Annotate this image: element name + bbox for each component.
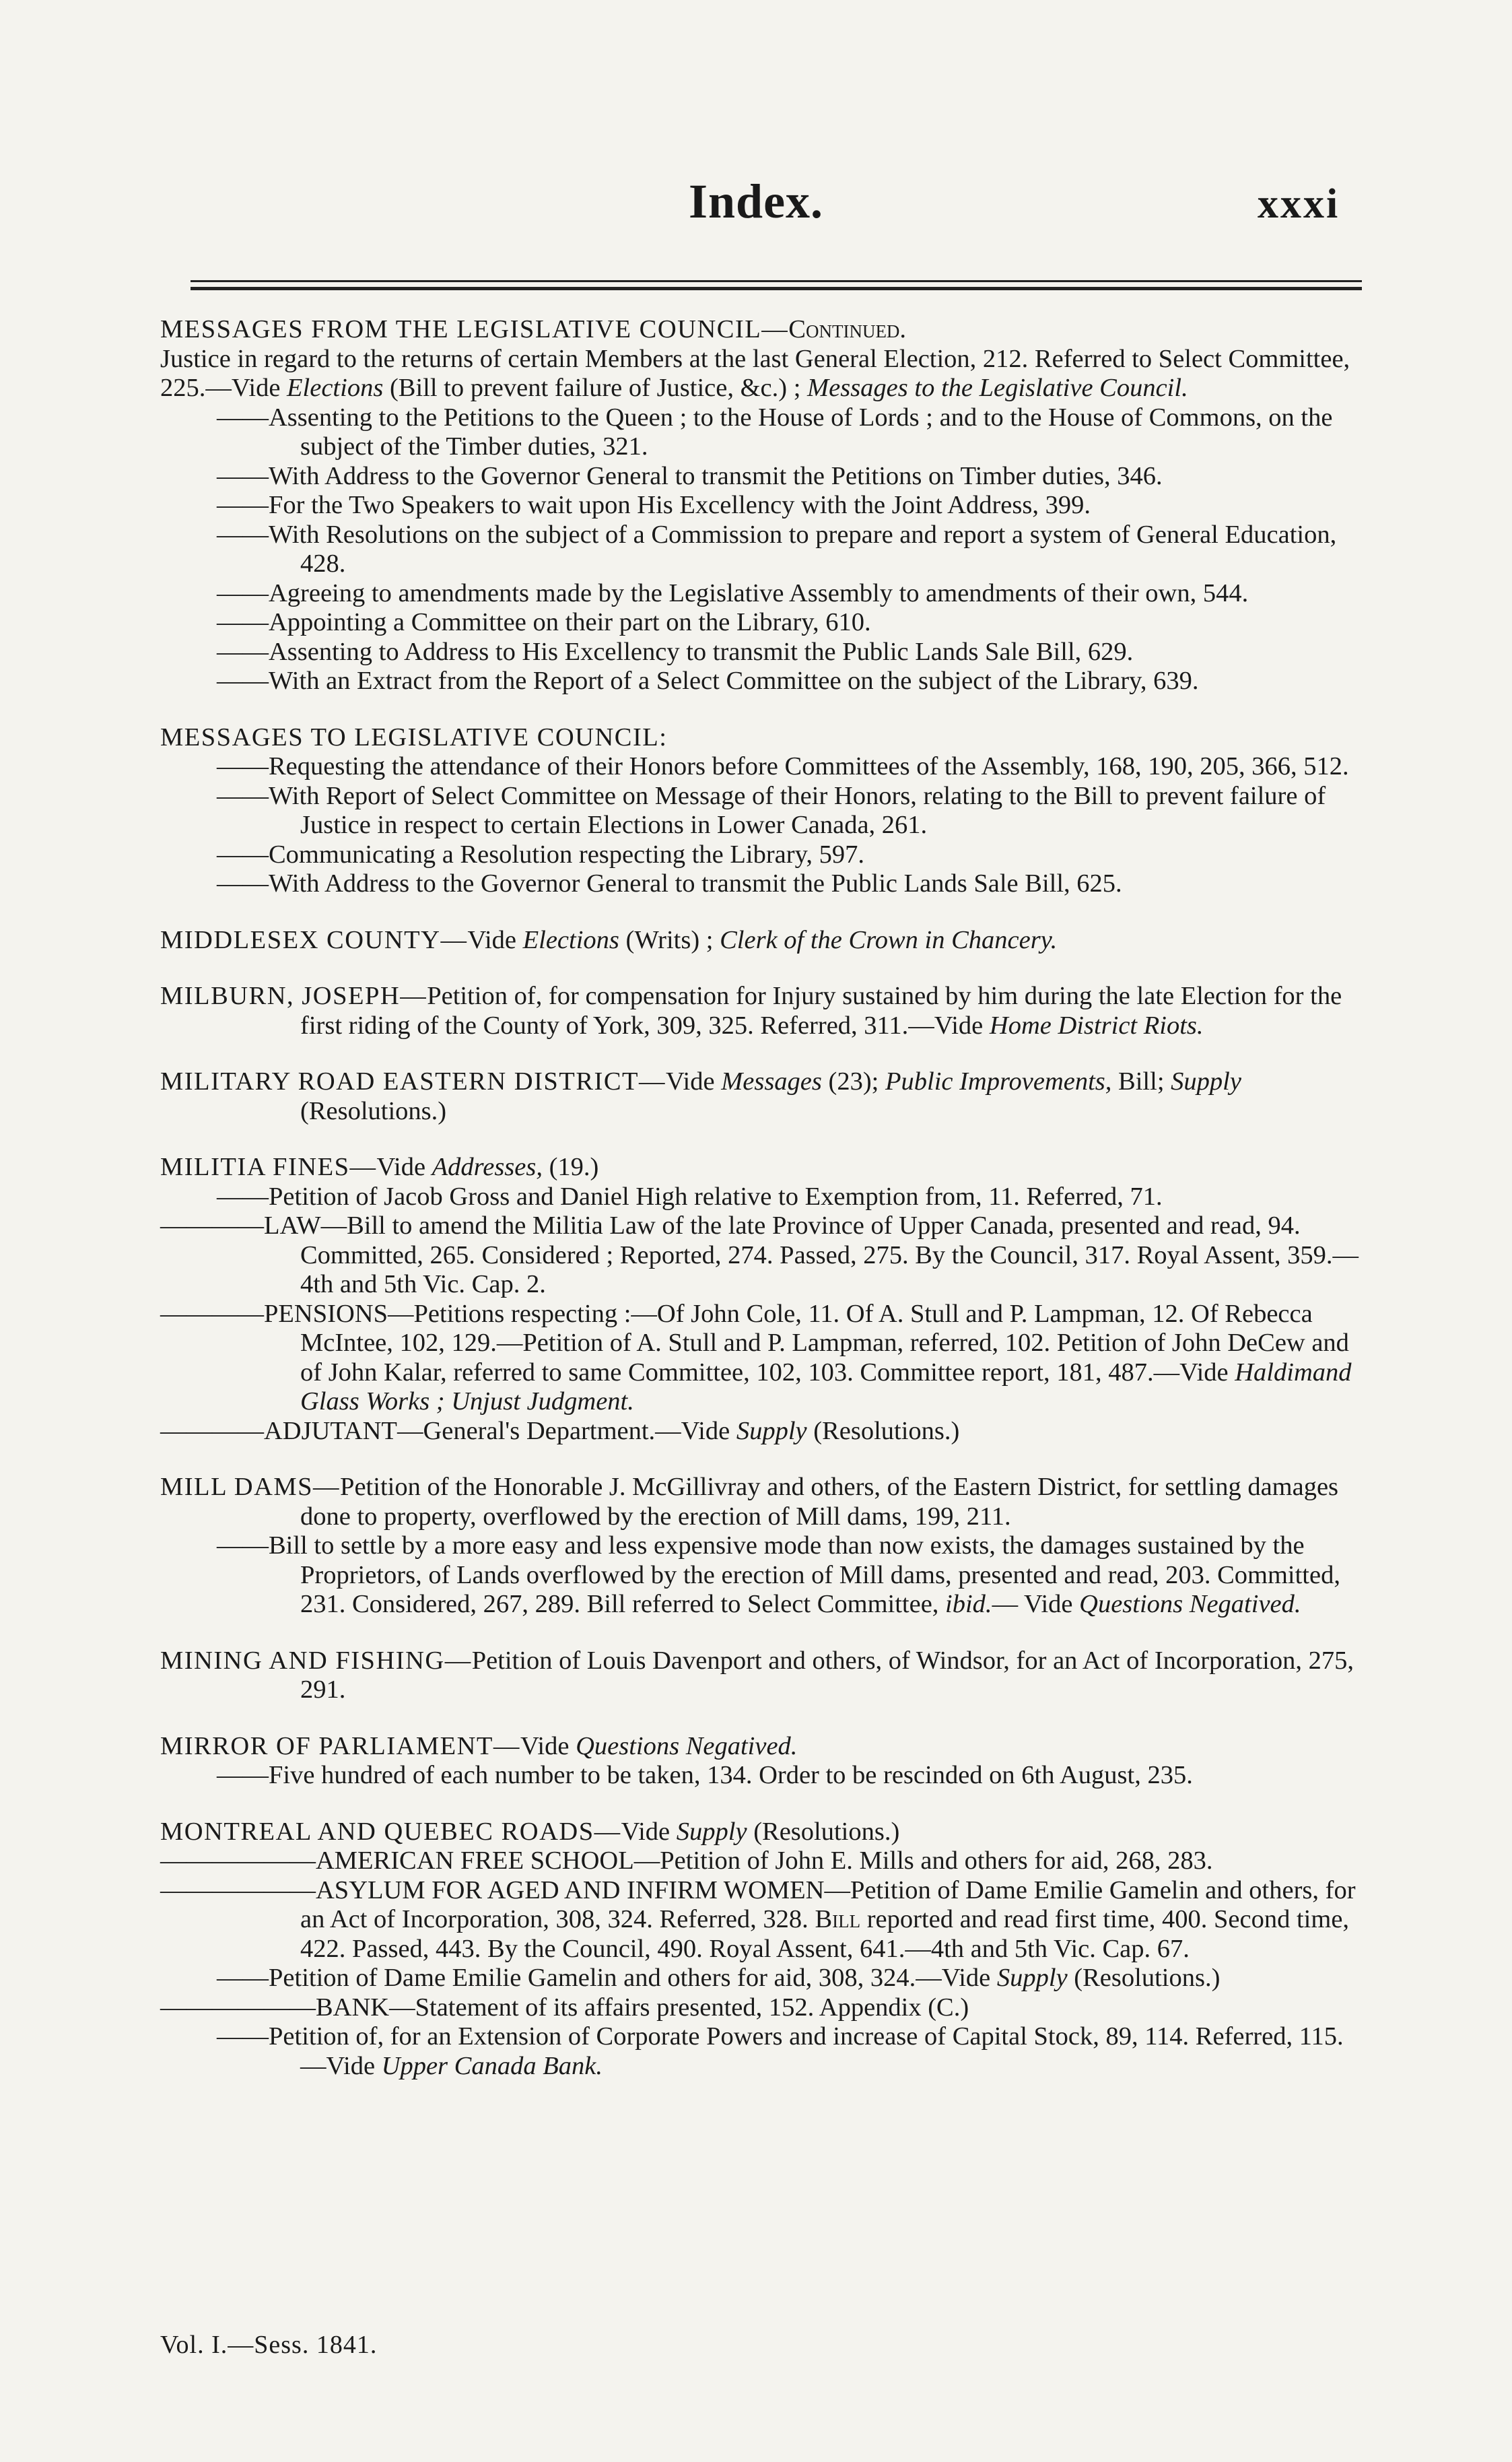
entry-text: — Vide: [992, 1590, 1080, 1618]
entry-heading: MESSAGES TO LEGISLATIVE COUNCIL:: [160, 723, 668, 752]
entry-text: ——————BANK—Statement of its affairs presented, 152. Appendix (C.): [160, 1993, 969, 2022]
entry-heading: MONTREAL AND QUEBEC ROADS—: [160, 1817, 621, 1846]
entry-subline: [160, 1211, 1365, 1300]
entry-subline: [160, 869, 1365, 899]
entry-heading-line: [160, 1153, 1365, 1183]
entry-text: Vide: [621, 1817, 677, 1846]
entry-text: ——With an Extract from the Report of a Select Committee on the subject of the Library, 639.: [217, 667, 1199, 695]
entry-text: ——Assenting to Address to His Excellency to transmit the Public Lands Sale Bill, 629.: [217, 637, 1134, 666]
entry-heading: MILITIA FINES—: [160, 1153, 377, 1181]
page-title: Index.: [688, 174, 824, 228]
entry-text: Supply: [736, 1416, 807, 1445]
entry-heading-line: [160, 723, 1365, 753]
entry-text: ——————AMERICAN FREE SCHOOL—Petition of John E. Mills and others for aid, 268, 283.: [160, 1847, 1213, 1875]
index-entry: [160, 1153, 1365, 1446]
entry-text: Continued.: [788, 315, 907, 343]
entry-subline: [160, 1300, 1365, 1417]
entry-text: (Resolutions.): [300, 1096, 447, 1125]
page-number: xxxi: [1258, 181, 1340, 227]
entry-heading: MIRROR OF PARLIAMENT—: [160, 1731, 520, 1760]
header-rule-thin: [191, 280, 1362, 282]
entry-subline: [160, 1761, 1365, 1791]
entry-text: Upper Canada Bank.: [381, 2051, 603, 2080]
index-entry: [160, 1818, 1365, 2082]
entry-heading: MINING AND FISHING—: [160, 1646, 472, 1675]
entry-text: ——Communicating a Resolution respecting the Library, 597.: [217, 840, 864, 869]
entry-subline: [160, 1183, 1365, 1212]
entry-text: Questions Negatived.: [576, 1731, 798, 1760]
entry-heading-line: [160, 1473, 1365, 1531]
entry-subline: [160, 1847, 1365, 1876]
index-entry: [160, 1646, 1365, 1705]
entry-heading: MESSAGES FROM THE LEGISLATIVE COUNCIL—: [160, 315, 789, 343]
entry-subline: [160, 462, 1365, 492]
index-body: [160, 315, 1365, 2108]
entry-text: Justice in regard to the returns of certain Members at the last General Election, 212. Referred to Select Committee, 225.—Vide: [160, 344, 1350, 402]
entry-text: ——With Address to the Governor General to transmit the Public Lands Sale Bill, 625.: [217, 869, 1122, 898]
entry-heading-line: [160, 1646, 1365, 1705]
entry-subline: [160, 1993, 1365, 2023]
entry-text: Vide: [666, 1067, 722, 1096]
entry-heading-line: [160, 982, 1365, 1040]
index-entry: [160, 1732, 1365, 1791]
entry-subline: [160, 1531, 1365, 1620]
entry-heading: MILBURN, JOSEPH—: [160, 982, 427, 1010]
entry-text: (Resolutions.): [806, 1416, 960, 1445]
entry-text: ——Petition of Jacob Gross and Daniel High relative to Exemption from, 11. Referred, 71.: [217, 1182, 1163, 1211]
entry-text: Messages to the Legislative Council.: [807, 374, 1188, 402]
entry-subline: [160, 521, 1365, 579]
entry-text: Elections: [287, 374, 384, 402]
entry-text: Addresses,: [432, 1153, 543, 1181]
entry-text: (Writs) ;: [619, 925, 720, 954]
entry-heading-line: [160, 315, 1365, 345]
entry-subline: [160, 667, 1365, 696]
entry-subline: [160, 638, 1365, 667]
entry-text: ——With Address to the Governor General to transmit the Petitions on Timber duties, 346.: [217, 461, 1163, 490]
entry-text: Petition of, for compensation for Injury sustained by him during the late Election for the first riding of the County of York, 309, 325. Referred, 311.—Vide: [300, 982, 1342, 1040]
entry-text: ibid.: [945, 1590, 992, 1618]
entry-text: Petition of the Honorable J. McGillivray and others, of the Eastern District, for settling damages done to property, overflowed by the erection of Mill dams, 199, 211.: [300, 1473, 1339, 1531]
entry-text: ——————ASYLUM FOR AGED AND INFIRM WOMEN—Petition of Dame Emilie Gamelin and others, for an Act of Incorporation, 308, 324. Referred, 328.: [160, 1875, 1356, 1933]
entry-text: Bill;: [1111, 1067, 1171, 1096]
volume-footer: Vol. I.—Sess. 1841.: [160, 2331, 378, 2359]
entry-heading-line: [160, 1732, 1365, 1762]
entry-text: (19.): [542, 1153, 599, 1181]
entry-text: ——Bill to settle by a more easy and less expensive mode than now exists, the damages sustained by the Proprietors, of Lands overflowed by the erection of Mill dams, presented and read, 203. Committed, 231. Considered, 267, 289. Bill referred to Select Committee,: [217, 1531, 1340, 1618]
entry-text: Supply: [1171, 1067, 1241, 1096]
entry-text: ——Petition of, for an Extension of Corporate Powers and increase of Capital Stock, 89, 114. Referred, 115.—Vide: [217, 2022, 1344, 2080]
entry-text: Haldimand Glass Works ; Unjust Judgment.: [300, 1358, 1352, 1416]
entry-text: Home District Riots.: [989, 1011, 1204, 1040]
entry-text: Vide: [520, 1731, 576, 1760]
entry-text: Clerk of the Crown in Chancery.: [720, 925, 1058, 954]
entry-text: Vide: [467, 925, 523, 954]
entry-heading: MILL DAMS—: [160, 1473, 341, 1501]
entry-text: ——Agreeing to amendments made by the Legislative Assembly to amendments of their own, 544.: [217, 578, 1249, 607]
entry-text: Bill: [815, 1905, 861, 1933]
entry-text: ——With Resolutions on the subject of a Commission to prepare and report a system of General Education, 428.: [217, 520, 1337, 578]
entry-text: ——Assenting to the Petitions to the Queen ; to the House of Lords ; and to the House of Commons, on the subject of the Timber duties, 321.: [217, 403, 1333, 461]
index-entry: [160, 315, 1365, 696]
entry-text: ——For the Two Speakers to wait upon His Excellency with the Joint Address, 399.: [217, 491, 1091, 519]
entry-text: (23);: [821, 1067, 885, 1096]
entry-subline: [160, 1964, 1365, 1993]
entry-text: Public Improvements,: [885, 1067, 1112, 1096]
entry-text: Messages: [721, 1067, 822, 1096]
entry-subline: [160, 782, 1365, 840]
entry-subline: [160, 2022, 1365, 2081]
entry-subline: [160, 1876, 1365, 1964]
entry-text: (Resolutions.): [1067, 1964, 1221, 1992]
header-rule-thick: [191, 287, 1362, 290]
entry-text: reported and read first time, 400. Second time, 422. Passed, 443. By the Council, 490. Royal Assent, 641.—4th and 5th Vic. Cap. 67.: [300, 1905, 1350, 1963]
entry-heading-line: [160, 1067, 1365, 1126]
entry-heading-line: [160, 1818, 1365, 1847]
entry-text: ————ADJUTANT—General's Department.—Vide: [160, 1416, 736, 1445]
entry-subline: [160, 345, 1365, 403]
entry-text: ——With Report of Select Committee on Message of their Honors, relating to the Bill to prevent failure of Justice in respect to certain Elections in Lower Canada, 261.: [217, 781, 1326, 839]
entry-subline: [160, 1417, 1365, 1446]
entry-text: Questions Negatived.: [1079, 1590, 1301, 1618]
entry-text: ——Petition of Dame Emilie Gamelin and others for aid, 308, 324.—Vide: [217, 1964, 997, 1992]
entry-subline: [160, 840, 1365, 870]
entry-text: ——Appointing a Committee on their part on the Library, 610.: [217, 608, 871, 636]
index-entry: [160, 1473, 1365, 1620]
entry-subline: [160, 403, 1365, 462]
entry-text: ——Five hundred of each number to be taken, 134. Order to be rescinded on 6th August, 235.: [217, 1761, 1193, 1789]
entry-subline: [160, 752, 1365, 782]
entry-text: (Bill to prevent failure of Justice, &c.) ;: [383, 374, 808, 402]
entry-text: Elections: [522, 925, 619, 954]
entry-text: ————LAW—Bill to amend the Militia Law of the late Province of Upper Canada, presented and read, 94. Committed, 265. Considered ; Reported, 274. Passed, 275. By the Council, 317. Royal Assent, 359.—4th and 5th Vic. Cap. 2.: [160, 1211, 1359, 1298]
index-entry: [160, 723, 1365, 899]
entry-text: Petition of Louis Davenport and others, of Windsor, for an Act of Incorporation, 275, 291.: [300, 1646, 1354, 1704]
entry-heading-line: [160, 926, 1365, 956]
entry-text: Supply: [996, 1964, 1068, 1992]
entry-subline: [160, 608, 1365, 638]
entry-text: ——Requesting the attendance of their Honors before Committees of the Assembly, 168, 190, 205, 366, 512.: [217, 752, 1349, 780]
index-entry: [160, 982, 1365, 1040]
entry-subline: [160, 579, 1365, 609]
entry-text: Supply: [676, 1817, 747, 1846]
index-entry: [160, 926, 1365, 956]
entry-subline: [160, 491, 1365, 521]
entry-heading: MILITARY ROAD EASTERN DISTRICT—: [160, 1067, 666, 1096]
index-entry: [160, 1067, 1365, 1126]
entry-text: ————PENSIONS—Petitions respecting :—Of John Cole, 11. Of A. Stull and P. Lampman, 12. Of Rebecca McIntee, 102, 129.—Petition of A. Stull and P. Lampman, referred, 102. Petition of John DeCew and of John Kalar, referred to same Committee, 102, 103. Committee report, 181, 487.—Vide: [160, 1299, 1349, 1387]
entry-heading: MIDDLESEX COUNTY—: [160, 925, 468, 954]
entry-text: Vide: [376, 1153, 432, 1181]
entry-text: (Resolutions.): [747, 1817, 900, 1846]
